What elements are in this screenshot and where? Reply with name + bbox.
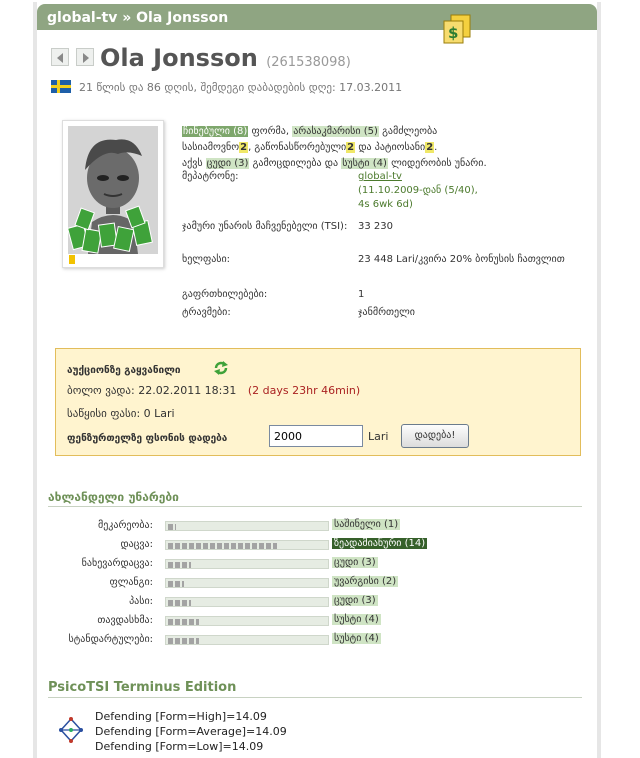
desc-text: . [434,142,438,153]
player-page [33,2,601,758]
arrow-left-icon [52,49,70,67]
psicotsi-line: Defending [Form=Average]=14.09 [95,725,287,738]
place-bid-button[interactable]: დადება! [401,424,469,448]
warnings-value: 1 [358,289,365,300]
leadership-skill[interactable]: სუსტი (4) [342,158,387,169]
player-name: Ola Jonsson [100,44,258,72]
skill-bar [165,578,329,588]
desc-text: , გაწონასწორებული [248,142,347,153]
transfer-list-icon[interactable] [443,14,471,44]
skill-bar [165,540,329,550]
skill-bar [165,616,329,626]
skill-bar-fill [168,543,277,549]
skill-value[interactable]: ზეადამიანური (14) [334,538,426,549]
desc-text: და პატიოსანი [355,142,426,153]
sweden-flag-icon [51,80,71,93]
player-link[interactable]: Ola Jonsson [136,10,229,26]
player-age: 21 წლის და 86 დღის, შემდეგი დაბადების დღე: 17.03.2011 [79,81,403,94]
injury-label: ტრავმები: [182,307,231,318]
desc-text: ფორმა, [248,126,293,137]
tsi-label: ჯამური უნარის მაჩვენებელი (TSI): [182,221,348,232]
team-link[interactable]: global-tv [47,10,118,26]
skill-bar-fill [168,562,191,568]
skill-row [37,575,597,592]
player-id: (261538098) [266,55,351,70]
wage-value: 23 448 Lari/კვირა 20% ბონუსის ჩათვლით [358,254,565,265]
skill-label: პასი: [129,596,153,607]
skill-value[interactable]: სუსტი (4) [334,633,379,644]
skill-row [37,556,597,573]
bid-currency: Lari [368,430,389,443]
bid-amount-input[interactable] [269,425,363,447]
skill-bar [165,521,329,531]
desc-text: ლიდერობის უნარი. [387,158,487,169]
psicotsi-logo-icon [59,717,83,743]
owner-cell [354,170,569,220]
skill-value[interactable]: საშინელი (1) [334,519,399,530]
skill-value[interactable]: სუსტი (4) [334,614,379,625]
auction-box [55,348,581,456]
psicotsi-line: Defending [Form=High]=14.09 [95,710,267,723]
skill-row [37,613,597,630]
skill-row [37,632,597,649]
skill-bar-fill [168,581,184,587]
start-price: საწყისი ფასი: 0 Lari [67,407,175,420]
psicotsi-line: Defending [Form=Low]=14.09 [95,740,264,753]
skill-bar-fill [168,638,199,644]
desc-text: გამძლეობა [378,126,438,137]
arrow-right-icon [77,49,95,67]
next-player-button[interactable] [76,48,94,66]
player-name-line [100,44,351,72]
skill-label: დაცვა: [120,539,153,550]
skill-value[interactable]: უვარგისი (2) [334,576,397,587]
trait-badge: 2 [347,142,355,153]
skill-row [37,518,597,535]
skill-bar-fill [168,619,199,625]
countdown-text: (2 days 23hr 46min) [247,384,361,397]
skill-label: სტანდარტულები: [68,634,153,645]
skill-bar [165,635,329,645]
auction-title: აუქციონზე გაყვანილი [67,365,181,376]
page-header [37,4,597,30]
skill-value[interactable]: ცუდი (3) [334,557,376,568]
psicotsi-title: PsicoTSI Terminus Edition [48,680,582,698]
form-skill[interactable]: ჩინებული (8) [183,126,248,137]
tsi-value: 33 230 [358,221,393,232]
refresh-icon[interactable] [213,360,229,376]
avatar-image [68,126,158,254]
skill-bar-fill [168,600,191,606]
trait-badge: 2 [426,142,434,153]
skill-bar-fill [168,524,176,530]
bid-label: ფენზურთელზე ფსონის დადება [67,433,228,444]
skill-row [37,594,597,611]
wage-label: ხელფასი: [182,254,231,265]
desc-text: გამოცდილება და [249,158,342,169]
player-description [182,124,552,172]
skill-row [37,537,597,554]
owner-label: მეპატრონე: [182,171,239,182]
skill-label: თავდასხმა: [97,615,153,626]
skill-label: ფლანგი: [109,577,153,588]
owner-since: (11.10.2009-დან (5/40), [358,185,478,196]
experience-skill[interactable]: ცუდი (3) [206,158,249,169]
deadline-text: ბოლო ვადა: 22.02.2011 18:31 [67,384,237,397]
breadcrumb-separator: » [122,10,132,26]
owner-link[interactable]: global-tv [358,171,402,182]
previous-player-button[interactable] [51,48,69,66]
trait-badge: 2 [240,142,248,153]
stamina-skill[interactable]: არასაკმარისი (5) [293,126,378,137]
desc-text: აქვს [182,158,206,169]
desc-text: სასიამოვნო [182,142,240,153]
svg-text:$: $ [448,24,459,42]
skill-label: ნახევარდაცვა: [81,558,153,569]
skill-label: მეკარეობა: [97,520,153,531]
injury-value: ჯანმრთელი [358,307,415,318]
skills-section-title: ახლანდელი უნარები [48,490,582,507]
owner-duration: 4s 6wk 6d) [358,199,413,210]
player-avatar [62,120,164,268]
skill-value[interactable]: ცუდი (3) [334,595,376,606]
skill-bar [165,597,329,607]
warnings-label: გაფრთხილებები: [182,289,268,300]
auction-deadline [67,384,360,397]
player-info-table [178,170,569,324]
skill-bar [165,559,329,569]
status-indicator [69,255,75,264]
